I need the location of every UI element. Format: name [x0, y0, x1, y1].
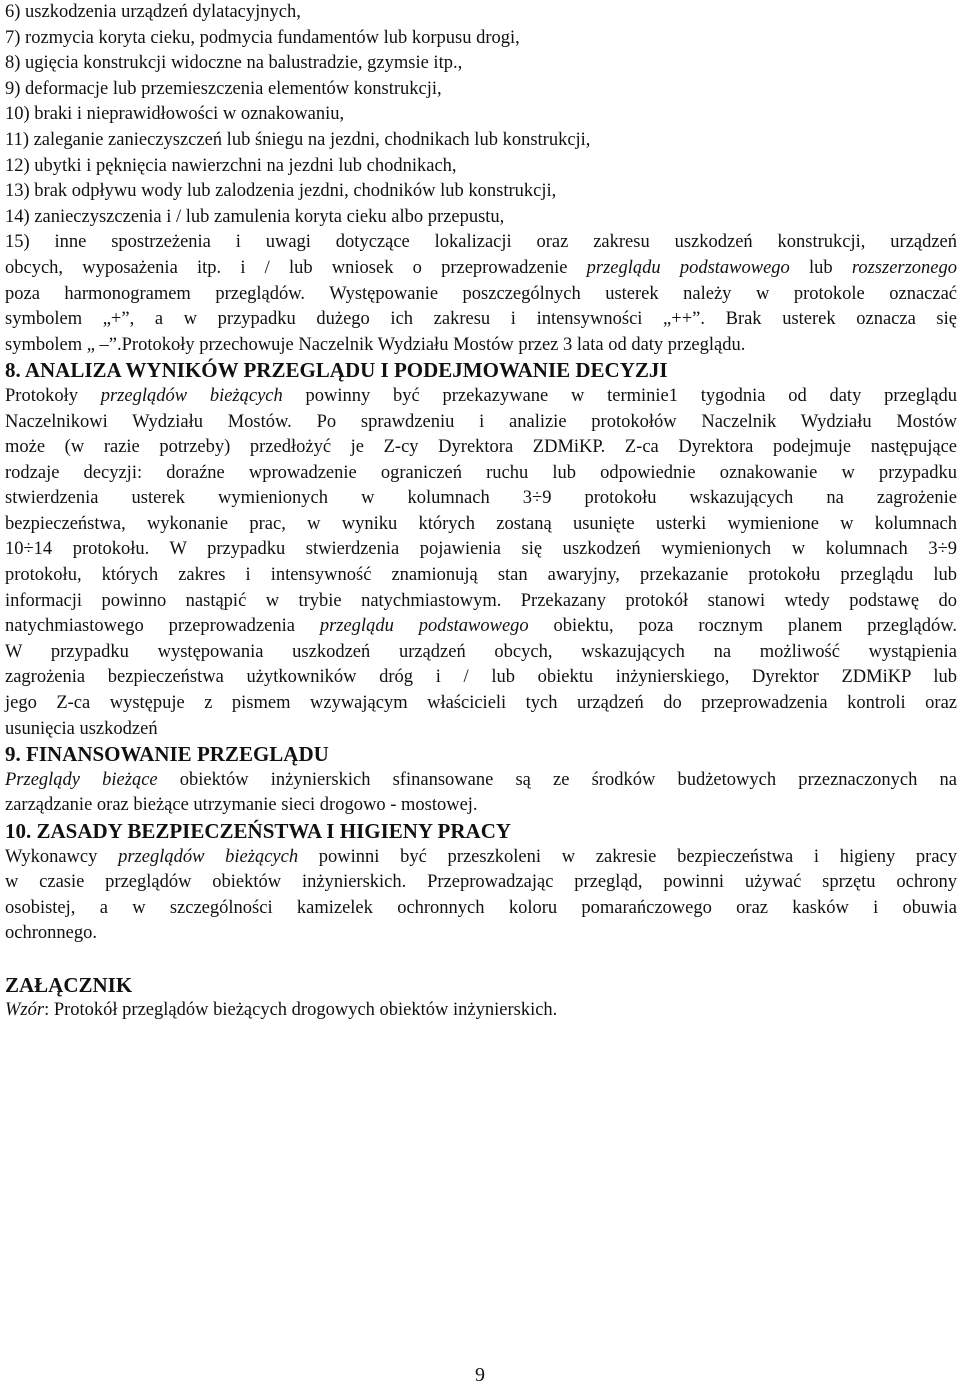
attachment-section — [5, 973, 957, 1024]
list-item: 6) uszkodzenia urządzeń dylatacyjnych, — [5, 2, 301, 22]
attachment-heading: ZAŁĄCZNIK — [5, 972, 133, 997]
section-heading: 8. ANALIZA WYNIKÓW PRZEGLĄDU I PODEJMOWANIE DECYZJI — [5, 358, 668, 383]
list-item: 14) zanieczyszczenia i / lub zamulenia koryta cieku albo przepustu, — [5, 206, 505, 227]
text-line: obcych, wyposażenia itp. i / lub wniosek o przeprowadzenie przeglądu podstawowego lub rozszerzonego — [5, 257, 958, 278]
text-line: w czasie przeglądów obiektów inżynierskich. Przeprowadzając przegląd, powinni używać sprzętu ochrony — [5, 872, 957, 893]
list-item: 7) rozmycia koryta cieku, podmycia fundamentów lub korpusu drogi, — [5, 27, 520, 48]
text-line: symbolem „+”, a w przypadku dużego ich zakresu i intensywności „++”. Brak usterek oznacza się — [5, 309, 957, 330]
text-line: bezpieczeństwa, wykonanie prac, w wyniku których zostaną usunięte usterki wymienione w kolumnach — [5, 513, 957, 534]
text-line: Wykonawcy przeglądów bieżących powinni być przeszkoleni w zakresie bezpieczeństwa i higieny pracy — [5, 846, 957, 867]
text-line: natychmiastowego przeprowadzenia przeglądu podstawowego obiektu, poza rocznym planem przeglądów. — [5, 616, 957, 637]
section-9 — [5, 742, 957, 819]
list-item: 8) ugięcia konstrukcji widoczne na balustradzie, gzymsie itp., — [5, 53, 463, 74]
text-line: jego Z-ca występuje z pismem wzywającym właścicieli tych urządzeń do przeprowadzenia kontroli oraz — [5, 693, 957, 714]
list-item: 13) brak odpływu wody lub zalodzenia jezdni, chodników lub konstrukcji, — [5, 181, 557, 202]
section-heading: 9. FINANSOWANIE PRZEGLĄDU — [5, 742, 329, 767]
document-page — [5, 0, 957, 1024]
text-line: Naczelnikowi Wydziału Mostów. Po sprawdzeniu i analizie protokołów Naczelnik Wydziału Mostów — [5, 411, 957, 432]
text-line: Protokoły przeglądów bieżących powinny być przekazywane w terminie1 tygodnia od daty przeglądu — [5, 385, 958, 406]
text-line: zagrożenia bezpieczeństwa użytkowników dróg i / lub obiektu inżynierskiego, Dyrektor ZDMiKP lub — [5, 667, 957, 688]
attachment-line: Wzór: Protokół przeglądów bieżących drogowych obiektów inżynierskich. — [5, 1000, 558, 1021]
text-line: zarządzanie oraz bieżące utrzymanie sieci drogowo - mostowej. — [5, 795, 478, 816]
list-item-15 — [5, 230, 957, 358]
list-item: 10) braki i nieprawidłowości w oznakowaniu, — [5, 104, 345, 125]
text-line: symbolem „ –”.Protokoły przechowuje Naczelnik Wydziału Mostów przez 3 lata od daty przeglądu. — [5, 334, 746, 355]
list-item: 9) deformacje lub przemieszczenia elementów konstrukcji, — [5, 78, 442, 99]
page-number: 9 — [475, 1364, 485, 1386]
list-item: 11) zaleganie zanieczyszczeń lub śniegu na jezdni, chodnikach lub konstrukcji, — [5, 129, 591, 150]
text-line: 10÷14 protokołu. W przypadku stwierdzenia pojawienia się uszkodzeń wymienionych w kolumnach 3÷9 — [5, 539, 957, 560]
text-line: poza harmonogramem przeglądów. Występowanie poszczególnych usterek należy w protokole oznaczać — [5, 283, 957, 304]
text-line: może (w razie potrzeby) przedłożyć je Z-cy Dyrektora ZDMiKP. Z-ca Dyrektora podejmuje następujące — [5, 437, 957, 458]
text-line: osobistej, a w szczególności kamizelek ochronnych koloru pomarańczowego oraz kasków i obuwia — [5, 897, 957, 918]
text-line: 15) inne spostrzeżenia i uwagi dotyczące lokalizacji oraz zakresu uszkodzeń konstrukcji, urządzeń — [5, 232, 957, 253]
text-line: W przypadku występowania uszkodzeń urządzeń obcych, wskazujących na możliwość wystąpienia — [5, 641, 957, 662]
section-8 — [5, 358, 957, 742]
section-10 — [5, 819, 957, 947]
text-line: ochronnego. — [5, 923, 97, 944]
text-line: rodzaje decyzji: doraźne wprowadzenie ograniczeń ruchu lub odpowiednie oznakowanie w przypadku — [5, 462, 957, 483]
text-line: protokołu, których zakres i intensywność znamionują stan awaryjny, przekazanie protokołu przeglądu lub — [5, 565, 957, 586]
text-line: usunięcia uszkodzeń — [5, 718, 158, 739]
section-heading: 10. ZASADY BEZPIECZEŃSTWA I HIGIENY PRACY — [5, 819, 512, 843]
text-line: Przeglądy bieżące obiektów inżynierskich sfinansowane są ze środków budżetowych przeznaczonych na — [5, 769, 957, 790]
text-line: stwierdzenia usterek wymienionych w kolumnach 3÷9 protokołu wskazujących na zagrożenie — [5, 488, 957, 509]
text-line: informacji powinno nastąpić w trybie natychmiastowym. Przekazany protokół stanowi wtedy podstawę do — [5, 590, 957, 611]
list-item: 12) ubytki i pęknięcia nawierzchni na jezdni lub chodnikach, — [5, 155, 457, 176]
